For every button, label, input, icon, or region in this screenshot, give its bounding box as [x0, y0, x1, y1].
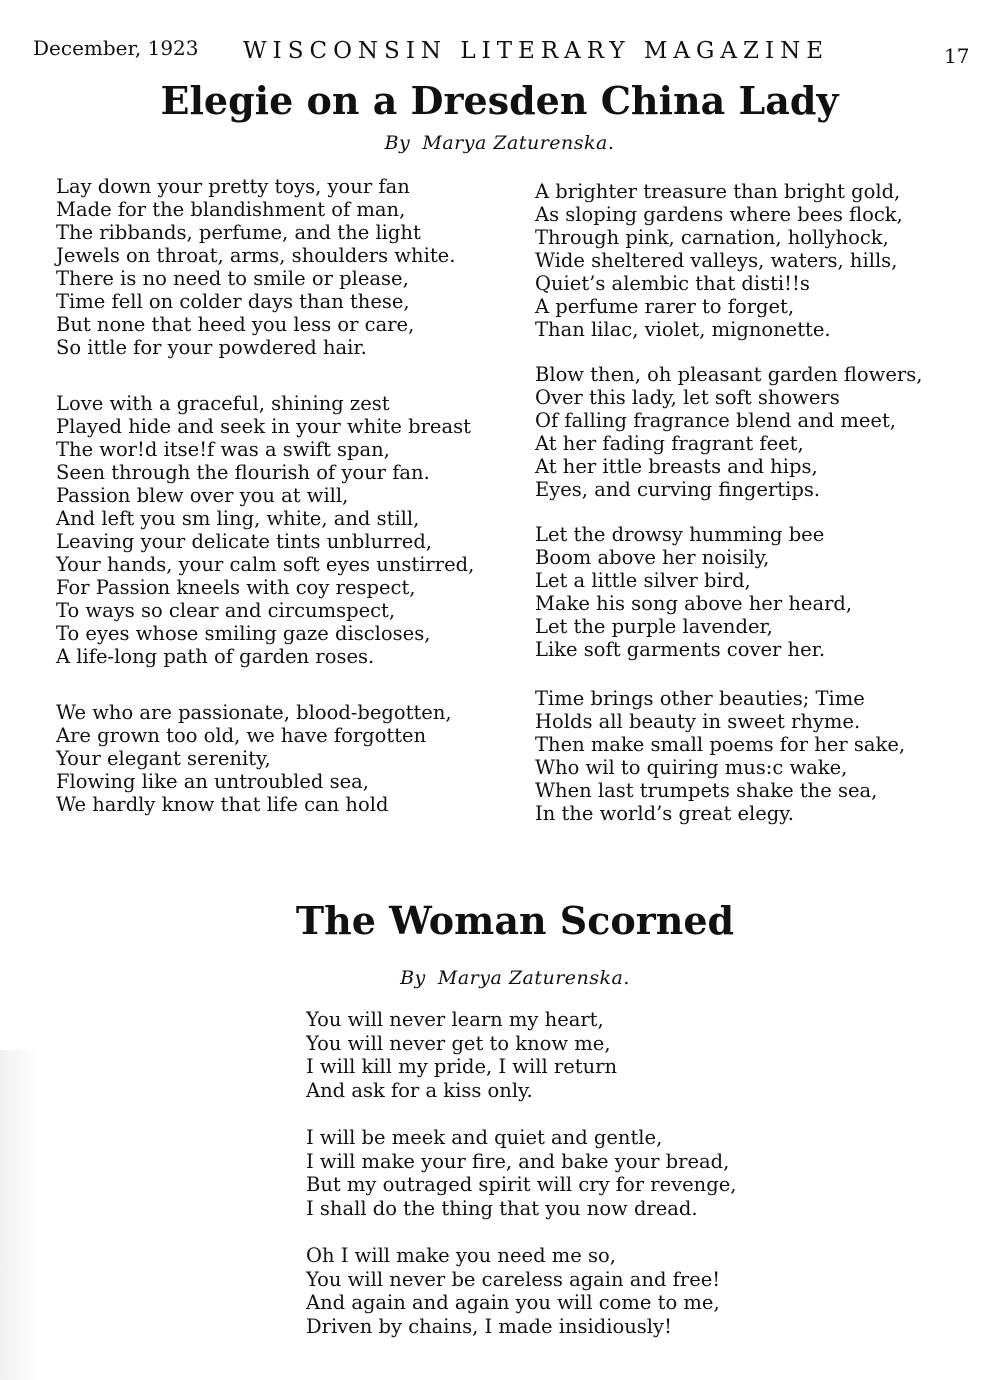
poem-line: I will kill my pride, I will return	[306, 1055, 618, 1078]
poem-line: Than lilac, violet, mignonette.	[535, 318, 831, 341]
page-number: 17	[944, 44, 970, 68]
poem-line: Your elegant serenity,	[56, 747, 271, 770]
poem-line: There is no need to smile or please,	[56, 267, 409, 290]
poem-line: Are grown too old, we have forgotten	[56, 724, 427, 747]
poem-line: Wide sheltered valleys, waters, hills,	[535, 249, 898, 272]
poem-line: Leaving your delicate tints unblurred,	[56, 530, 432, 553]
poem-line: Blow then, oh pleasant garden flowers,	[535, 363, 923, 386]
poem-line: Boom above her noisily,	[535, 546, 770, 569]
poem-line: Seen through the flourish of your fan.	[56, 461, 430, 484]
stanza	[535, 523, 975, 661]
poem-line: You will never be careless again and free!	[306, 1267, 721, 1291]
poem-line: Flowing like an untroubled sea,	[56, 770, 369, 793]
poem-line: Eyes, and curving fingertips.	[535, 478, 821, 501]
poem-line: Then make small poems for her sake,	[535, 733, 906, 756]
poem-line: Of falling fragrance blend and meet,	[535, 409, 896, 432]
poem-line: Let a little silver bird,	[535, 569, 751, 592]
poem-title-woman-scorned: The Woman Scorned	[295, 898, 735, 943]
stanza	[306, 1126, 766, 1220]
poem-column-left	[56, 175, 496, 816]
poem-line: But none that heed you less or care,	[56, 313, 415, 336]
poem-line: Time brings other beauties; Time	[535, 687, 865, 710]
poem-line: To eyes whose smiling gaze discloses,	[56, 622, 431, 645]
poem-line: A brighter treasure than bright gold,	[535, 180, 901, 203]
poem-line: In the world’s great elegy.	[535, 802, 794, 825]
poem-line: I will make your fire, and bake your bread,	[306, 1149, 730, 1173]
poem-line: Let the drowsy humming bee	[535, 523, 825, 546]
byline-prefix: By	[384, 132, 411, 154]
poem-line: I will be meek and quiet and gentle,	[306, 1126, 663, 1149]
poem-line: To ways so clear and circumspect,	[56, 599, 396, 622]
poem-line: But my outraged spirit will cry for revenge,	[306, 1173, 737, 1196]
poem-line: I shall do the thing that you now dread.	[306, 1196, 698, 1220]
poem-line: As sloping gardens where bees flock,	[535, 203, 903, 226]
poem-line: Like soft garments cover her.	[535, 638, 826, 661]
poem-line: When last trumpets shake the sea,	[535, 779, 878, 802]
stanza	[535, 180, 975, 341]
poem-line: You will never learn my heart,	[306, 1008, 604, 1031]
poem-line: The wor!d itse!f was a swift span,	[56, 438, 390, 461]
poem-line: The ribbands, perfume, and the light	[56, 221, 421, 244]
poem-line: Love with a graceful, shining zest	[56, 392, 390, 415]
poem-line: At her ittle breasts and hips,	[535, 455, 818, 478]
poem-line: Who wil to quiring mus:c wake,	[535, 756, 848, 779]
stanza	[535, 687, 975, 825]
poem-line: Made for the blandishment of man,	[56, 198, 406, 221]
poem-line: You will never get to know me,	[306, 1031, 611, 1055]
poem-line: So ittle for your powdered hair.	[56, 336, 367, 359]
poem-line: And ask for a kiss only.	[306, 1078, 533, 1102]
poem-byline-elegie	[0, 132, 999, 154]
stanza	[306, 1008, 766, 1102]
poem-line: Played hide and seek in your white breast	[56, 415, 471, 438]
stanza	[56, 701, 496, 816]
poem-line: Over this lady, let soft showers	[535, 386, 840, 409]
poem-line: Lay down your pretty toys, your fan	[56, 175, 410, 198]
byline-prefix: By	[400, 967, 426, 989]
poem-line: Make his song above her heard,	[535, 592, 853, 615]
scan-edge-shadow	[0, 1050, 40, 1380]
poem-line: Your hands, your calm soft eyes unstirred,	[56, 553, 475, 576]
poem-line: Jewels on throat, arms, shoulders white.	[56, 244, 456, 267]
author-name: Marya Zaturenska.	[422, 132, 615, 154]
poem-line: Quiet’s alembic that disti!!s	[535, 272, 810, 295]
stanza	[306, 1244, 766, 1338]
poem-line: A perfume rarer to forget,	[535, 295, 795, 318]
poem-line: Time fell on colder days than these,	[56, 290, 410, 313]
stanza	[56, 392, 496, 668]
poem-byline-woman-scorned	[0, 967, 999, 989]
poem-line: At her fading fragrant feet,	[535, 432, 804, 455]
poem-line: Let the purple lavender,	[535, 615, 773, 638]
poem-line: And again and again you will come to me,	[306, 1291, 720, 1314]
poem-line: Through pink, carnation, hollyhock,	[535, 226, 889, 249]
poem-line: And left you sm ling, white, and still,	[56, 507, 420, 530]
poem-line: A life-long path of garden roses.	[56, 645, 375, 668]
poem-line: Holds all beauty in sweet rhyme.	[535, 710, 861, 733]
issue-date: December, 1923	[33, 36, 199, 60]
poem-line: For Passion kneels with coy respect,	[56, 576, 416, 599]
poem-body-woman-scorned	[306, 1008, 766, 1338]
stanza	[56, 175, 496, 359]
poem-line: Driven by chains, I made insidiously!	[306, 1314, 672, 1338]
poem-line: Passion blew over you at will,	[56, 484, 349, 507]
author-name: Marya Zaturenska.	[437, 967, 630, 989]
poem-column-right	[535, 180, 975, 825]
stanza	[535, 363, 975, 501]
poem-line: We hardly know that life can hold	[56, 793, 389, 816]
poem-title-elegie: Elegie on a Dresden China Lady	[160, 78, 839, 123]
poem-line: Oh I will make you need me so,	[306, 1244, 616, 1267]
poem-line: We who are passionate, blood-begotten,	[56, 701, 452, 724]
magazine-title: WISCONSIN LITERARY MAGAZINE	[243, 38, 829, 64]
